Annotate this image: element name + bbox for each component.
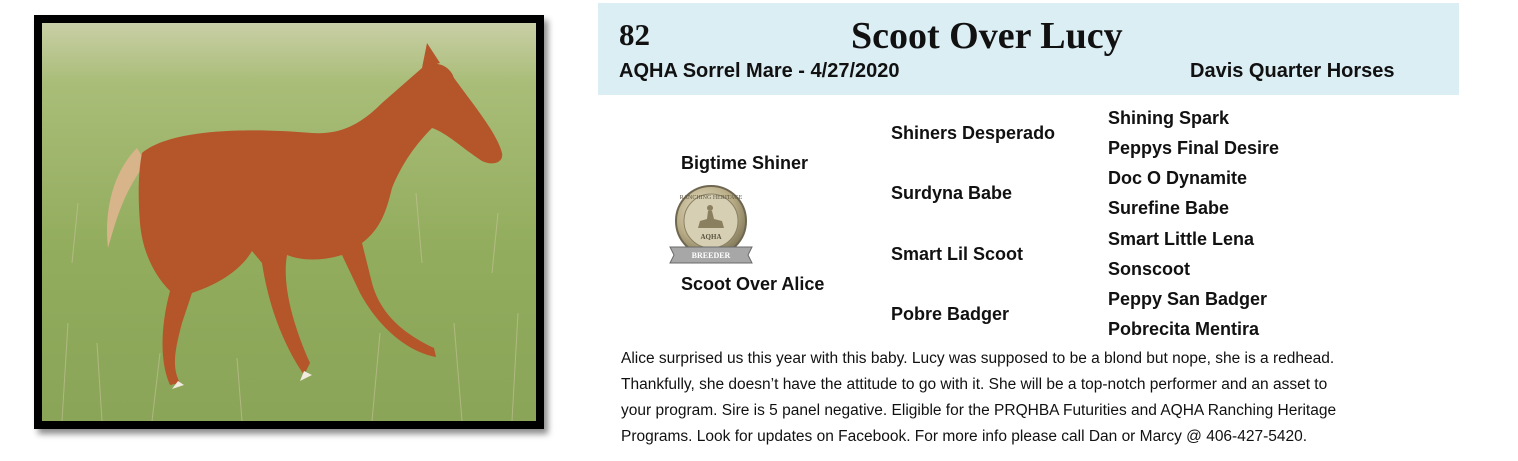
pedigree-dam: Scoot Over Alice (681, 274, 825, 294)
pedigree-sire: Bigtime Shiner (681, 153, 809, 173)
description-line-1: Alice surprised us this year with this baby. Lucy was supposed to be a blond but nope, she is a redhead. (621, 350, 1335, 367)
horse-description (621, 346, 1441, 450)
description-line-3: your program. Sire is 5 panel negative. Eligible for the PRQHBA Futurities and AQHA Ranching Heritage (621, 402, 1337, 419)
pedigree-g3-6: Sonscoot (1108, 259, 1191, 279)
pedigree-g3-4: Surefine Babe (1108, 198, 1230, 218)
description-line-2: Thankfully, she doesn’t have the attitude to go with it. She will be a top-notch performer and an asset to (621, 376, 1328, 393)
pedigree-g3-1: Shining Spark (1108, 108, 1230, 128)
horse-photo (42, 23, 536, 421)
pedigree-g3-7: Peppy San Badger (1108, 289, 1268, 309)
badge-top-text: RANCHING HERITAGE (679, 195, 743, 201)
pedigree-g3-5: Smart Little Lena (1108, 229, 1255, 249)
badge-mid-text: AQHA (700, 233, 722, 241)
lot-number: 82 (619, 17, 650, 52)
horse-description-line: AQHA Sorrel Mare - 4/27/2020 (619, 60, 900, 82)
breeder-name: Davis Quarter Horses (1190, 60, 1395, 82)
listing-header (598, 3, 1459, 95)
pedigree-dam-dam: Pobre Badger (891, 304, 1010, 324)
pedigree-g3-3: Doc O Dynamite (1108, 168, 1248, 188)
pedigree-sire-sire: Shiners Desperado (891, 123, 1056, 143)
horse-photo-frame (34, 15, 544, 429)
description-line-4: Programs. Look for updates on Facebook. For more info please call Dan or Marcy @ 406-427-5420. (621, 428, 1308, 445)
pedigree-g3-8: Pobrecita Mentira (1108, 319, 1260, 339)
pedigree-g3-2: Peppys Final Desire (1108, 138, 1280, 158)
ranching-heritage-breeder-badge (668, 183, 754, 269)
badge-ribbon-text: BREEDER (691, 251, 731, 260)
pedigree-dam-sire: Smart Lil Scoot (891, 244, 1024, 264)
pedigree-sire-dam: Surdyna Babe (891, 183, 1013, 203)
horse-name: Scoot Over Lucy (851, 15, 1123, 57)
